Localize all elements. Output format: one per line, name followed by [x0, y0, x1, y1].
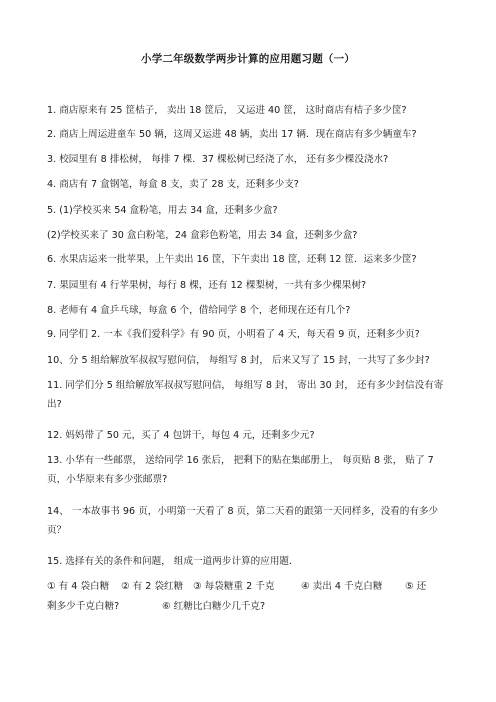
option-2: ② 有 2 袋红糖 — [121, 581, 184, 592]
option-1: ① 有 4 袋白糖 — [47, 581, 110, 592]
question-11: 11. 同学们分 5 组给解放军叔叔写慰问信， 每组写 8 封， 寄出 30 封， 还有多少封信没有寄出? — [47, 380, 444, 410]
option-5-continued: 剩多少千克白糖? — [47, 601, 120, 612]
page-title: 小学二年级数学两步计算的应用题习题（一） — [141, 53, 355, 65]
question-15: 15. 选择有关的条件和问题， 组成一道两步计算的应用题． — [47, 556, 299, 567]
question-5-part-1: 5. (1)学校买来 54 盒粉笔，用去 34 盒，还剩多少盒? — [47, 205, 278, 216]
question-7: 7. 果园里有 4 行苹果树，每行 8 棵，还有 12 棵梨树，一共有多少棵果树? — [47, 280, 367, 291]
question-4: 4. 商店有 7 盒钢笔，每盒 8 支，卖了 28 支，还剩多少支? — [47, 179, 299, 190]
question-2: 2. 商店上周运进童车 50 辆，这周又运进 48 辆，卖出 17 辆．现在商店有多少辆童车? — [47, 129, 417, 140]
option-4: ④ 卖出 4 千克白糖 — [301, 581, 383, 592]
question-3: 3. 校园里有 8 排松树， 每排 7 棵．37 棵松树已经浇了水， 还有多少棵没浇水? — [47, 154, 389, 165]
option-5: ⑤ 还 — [405, 581, 427, 592]
question-1: 1. 商店原来有 25 筐桔子， 卖出 18 筐后， 又运进 40 筐， 这时商店有桔子多少筐? — [47, 105, 407, 116]
question-6: 6. 水果店运来一批苹果，上午卖出 16 筐，下午卖出 18 筐，还剩 12 筐．运来多少筐? — [47, 254, 417, 265]
question-14: 14、 一本故事书 96 页，小明第一天看了 8 页，第二天看的跟第一天同样多，没看的有多少页？ — [47, 506, 439, 536]
option-6: ⑥ 红糖比白糖少几千克? — [162, 601, 266, 612]
question-12: 12. 妈妈带了 50 元，买了 4 包饼干，每包 4 元，还剩多少元? — [47, 430, 315, 441]
question-8: 8. 老师有 4 盒乒乓球，每盒 6 个，借给同学 8 个，老师现在还有几个? — [47, 305, 351, 316]
question-9: 9. 同学们 2. 一本《我们爱科学》有 90 页，小明看了 4 天，每天看 9 页，还剩多少页? — [47, 329, 420, 340]
question-13: 13. 小华有一些邮票， 送给同学 16 张后， 把剩下的贴在集邮册上， 每页贴 8 张， 贴了 7 页，小华原来有多少张邮票? — [47, 455, 434, 485]
question-10: 10、分 5 组给解放军叔叔写慰问信， 每组写 8 封， 后来又写了 15 封，一共写了多少封? — [47, 355, 430, 366]
option-3: ③ 每袋糖重 2 千克 — [193, 581, 275, 592]
question-5-part-2: (2)学校买来了 30 盒白粉笔，24 盒彩色粉笔，用去 34 盒，还剩多少盒? — [47, 230, 358, 241]
